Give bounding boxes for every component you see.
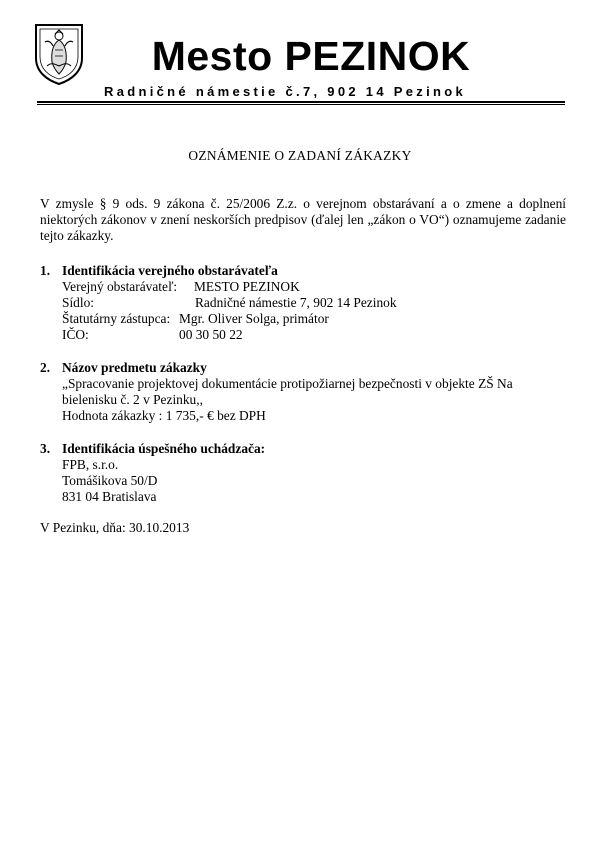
info-row (62, 279, 568, 295)
bidder-line: 831 04 Bratislava (62, 489, 157, 504)
city-title: Mesto PEZINOK (151, 33, 471, 79)
info-label: Štatutárny zástupca: (62, 311, 171, 326)
info-row (62, 295, 568, 311)
info-label: Verejný obstarávateľ: (62, 279, 178, 294)
info-label: Sídlo: (62, 295, 94, 310)
info-value: Radničné námestie 7, 902 14 Pezinok (195, 295, 397, 310)
header-rule-thin (37, 104, 565, 105)
info-label: IČO: (62, 327, 89, 342)
city-address: Radničné námestie č.7, 902 14 Pezinok (104, 84, 466, 99)
bidder-line: FPB, s.r.o. (62, 457, 119, 472)
intro-text: V zmysle § 9 ods. 9 zákona č. 25/2006 Z.z. o verejnom obstarávaní a o zmene a doplnení niektorých zákonov v znení neskorších predpisov (ďalej len „zákon o VO“) oznamujeme zadanie tejto zákazky. (40, 196, 566, 243)
document-heading: OZNÁMENIE O ZADANÍ ZÁKAZKY (188, 148, 412, 163)
info-value: 00 30 50 22 (179, 327, 243, 342)
intro-paragraph (40, 196, 566, 244)
section-title: Identifikácia verejného obstarávateľa (62, 263, 278, 278)
bidder-line: Tomášikova 50/D (62, 473, 158, 488)
section-number: 3. (40, 441, 51, 456)
document-date: V Pezinku, dňa: 30.10.2013 (40, 520, 190, 535)
header-rule (37, 101, 565, 103)
section-number: 1. (40, 263, 51, 278)
info-row (62, 327, 568, 343)
contract-value: Hodnota zákazky : 1 735,- € bez DPH (62, 408, 266, 423)
subject-line: „Spracovanie projektovej dokumentácie protipožiarnej bezpečnosti v objekte ZŠ Na (62, 376, 513, 391)
info-value: MESTO PEZINOK (194, 279, 300, 294)
section-title: Názov predmetu zákazky (62, 360, 207, 375)
section-title: Identifikácia úspešného uchádzača: (62, 441, 266, 456)
info-value: Mgr. Oliver Solga, primátor (179, 311, 329, 326)
section-number: 2. (40, 360, 51, 375)
info-row (62, 311, 568, 327)
subject-line: bielenisku č. 2 v Pezinku,, (62, 392, 203, 407)
